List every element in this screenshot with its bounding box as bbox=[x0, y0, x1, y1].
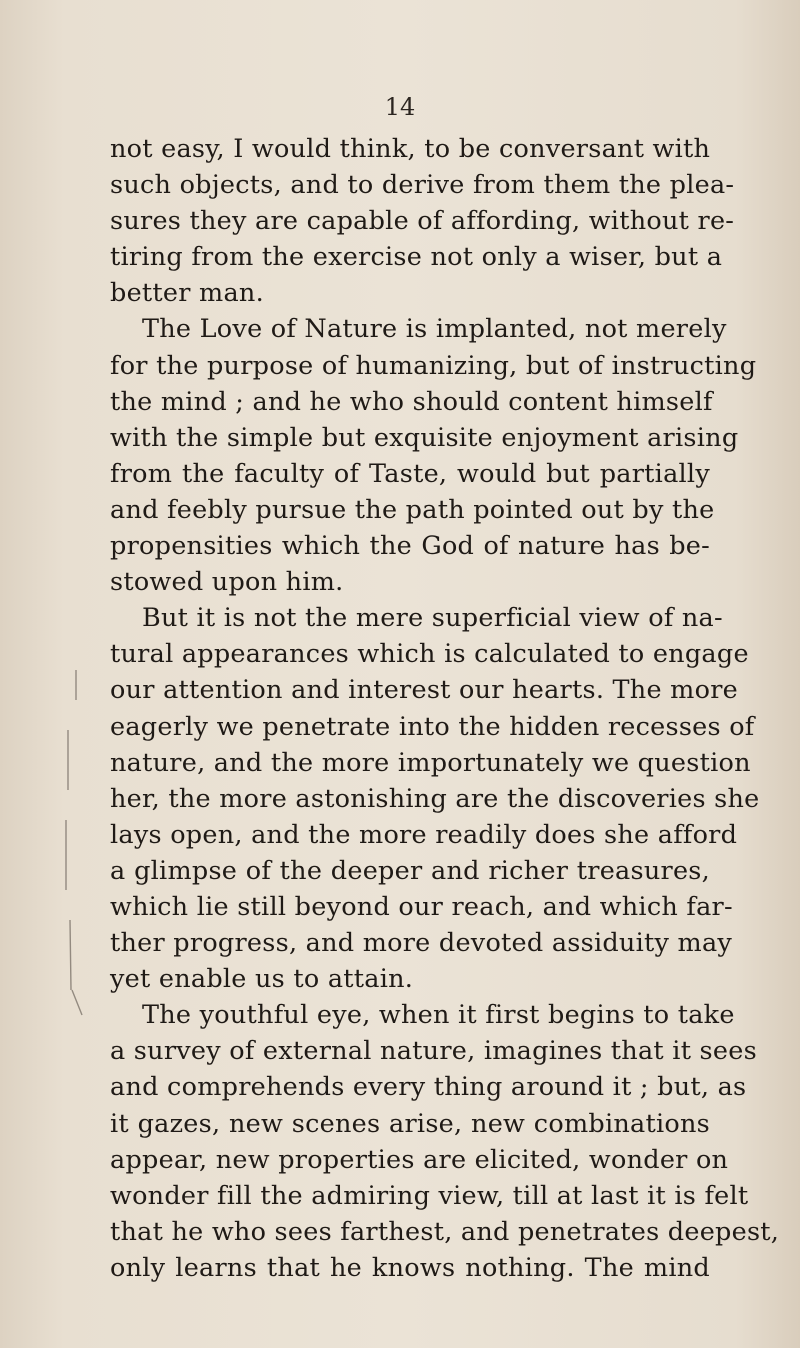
text-line: a survey of external nature, imagines that it sees bbox=[110, 1036, 757, 1067]
text-line: it gazes, new scenes arise, new combinations bbox=[110, 1108, 710, 1139]
text-line: our attention and interest our hearts. The more bbox=[110, 675, 738, 706]
text-line: sures they are capable of affording, without re- bbox=[110, 206, 735, 237]
text-line: the mind ; and he who should content himself bbox=[110, 386, 713, 417]
text-line: tiring from the exercise not only a wiser, but a bbox=[110, 242, 723, 273]
body-text bbox=[110, 131, 780, 1286]
page-number: 14 bbox=[384, 93, 416, 121]
text-line: and comprehends every thing around it ; but, as bbox=[110, 1072, 747, 1103]
text-line: which lie still beyond our reach, and which far- bbox=[110, 891, 733, 922]
text-line: from the faculty of Taste, would but partially bbox=[110, 458, 710, 489]
paragraph-4 bbox=[110, 997, 780, 1286]
text-line: The Love of Nature is implanted, not merely bbox=[142, 314, 727, 345]
text-line: with the simple but exquisite enjoyment arising bbox=[110, 422, 739, 453]
text-line: and feebly pursue the path pointed out by the bbox=[110, 494, 715, 525]
text-line: The youthful eye, when it first begins to take bbox=[142, 1000, 735, 1031]
text-line: that he who sees farthest, and penetrates deepest, bbox=[110, 1216, 780, 1247]
text-line: a glimpse of the deeper and richer treasures, bbox=[110, 855, 710, 886]
text-line: only learns that he knows nothing. The mind bbox=[110, 1252, 710, 1283]
text-line: stowed upon him. bbox=[110, 567, 344, 598]
text-line: tural appearances which is calculated to engage bbox=[110, 639, 749, 670]
text-line: ther progress, and more devoted assiduity may bbox=[110, 928, 733, 959]
text-line: propensities which the God of nature has be- bbox=[110, 531, 710, 562]
text-line: her, the more astonishing are the discoveries she bbox=[110, 783, 760, 814]
text-line: appear, new properties are elicited, wonder on bbox=[110, 1144, 729, 1175]
text-line: eagerly we penetrate into the hidden recesses of bbox=[110, 711, 755, 742]
text-line: yet enable us to attain. bbox=[110, 964, 414, 995]
text-line: not easy, I would think, to be conversant with bbox=[110, 134, 711, 164]
margin-pencil-mark bbox=[58, 670, 88, 1020]
text-line: nature, and the more importunately we question bbox=[110, 747, 751, 778]
text-line: better man. bbox=[110, 278, 264, 309]
text-line: lays open, and the more readily does she afford bbox=[110, 819, 738, 850]
paragraph-2 bbox=[110, 311, 757, 600]
text-line: for the purpose of humanizing, but of instructing bbox=[110, 350, 757, 381]
text-line: such objects, and to derive from them the plea- bbox=[110, 170, 735, 201]
paragraph-1 bbox=[110, 131, 735, 311]
text-line: wonder fill the admiring view, till at last it is felt bbox=[110, 1180, 749, 1211]
text-line: But it is not the mere superficial view of na- bbox=[142, 603, 723, 634]
paragraph-3 bbox=[110, 600, 760, 997]
